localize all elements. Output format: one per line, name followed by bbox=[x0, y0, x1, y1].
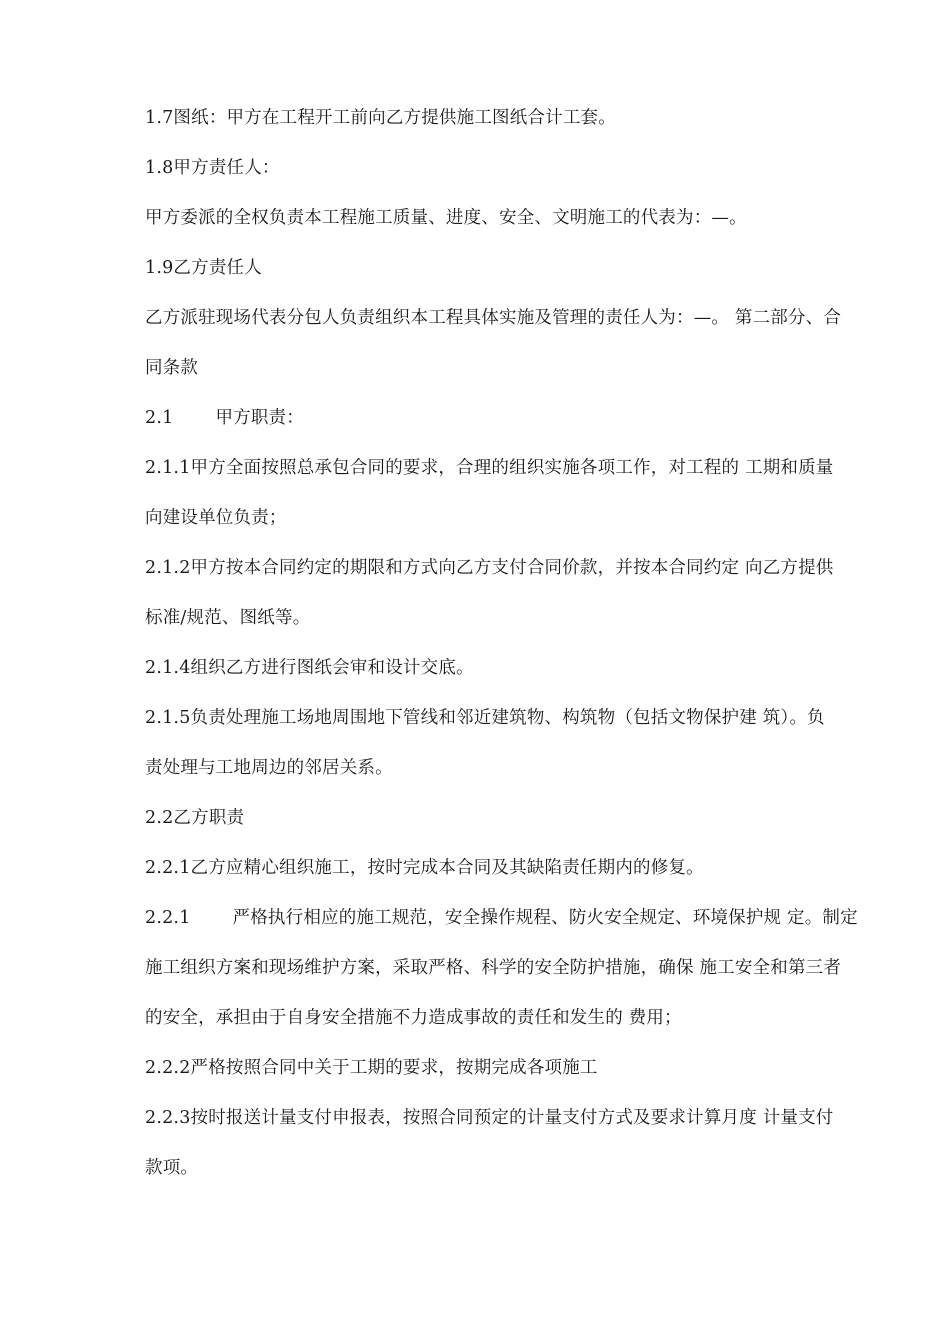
clause-2-1-1-line-2: 向建设单位负责； bbox=[145, 508, 287, 528]
clause-2-2-1-b bbox=[145, 893, 905, 1043]
clause-2-1-4-line-1: 2.1.4组织乙方进行图纸会审和设计交底。 bbox=[145, 658, 474, 678]
clause-2-1-2 bbox=[145, 543, 905, 643]
clause-2-2-line-1: 2.2乙方职责 bbox=[145, 808, 245, 828]
clause-2-2-1-b-line-1: 严格执行相应的施工规范，安全操作规程、防火安全规定、环境保护规 定。制定 bbox=[232, 908, 858, 928]
clause-2-2-3-line-2: 款项。 bbox=[145, 1158, 199, 1178]
clause-2-2-1-b-line-3: 的安全，承担由于自身安全措施不力造成事故的责任和发生的 费用； bbox=[145, 1008, 682, 1028]
clause-2-1-1-line-1: 2.1.1甲方全面按照总承包合同的要求，合理的组织实施各项工作，对工程的 工期和质量 bbox=[145, 458, 834, 478]
party-b-representative-line-1: 乙方派驻现场代表分包人负责组织本工程具体实施及管理的责任人为：—。 第二部分、合 bbox=[145, 308, 842, 328]
party-a-representative-line-1: 甲方委派的全权负责本工程施工质量、进度、安全、文明施工的代表为：—。 bbox=[145, 208, 747, 228]
party-b-representative-line-2: 同条款 bbox=[145, 358, 199, 378]
clause-1-7-line-1: 1.7图纸：甲方在工程开工前向乙方提供施工图纸合计工套。 bbox=[145, 108, 616, 128]
clause-1-9-heading bbox=[145, 243, 905, 293]
clause-2-1-4 bbox=[145, 643, 905, 693]
clause-2-1-5-line-1: 2.1.5负责处理施工场地周围地下管线和邻近建筑物、构筑物（包括文物保护建 筑）。负 bbox=[145, 708, 825, 728]
clause-2-2-1-b-number: 2.2.1 bbox=[145, 908, 191, 928]
clause-2-1-1 bbox=[145, 443, 905, 543]
party-a-representative bbox=[145, 193, 905, 243]
clause-2-1-2-line-2: 标准/规范、图纸等。 bbox=[145, 608, 311, 628]
clause-2-2-3 bbox=[145, 1093, 905, 1193]
clause-2-2-1-a-line-1: 2.2.1乙方应精心组织施工，按时完成本合同及其缺陷责任期内的修复。 bbox=[145, 858, 704, 878]
clause-2-2-3-line-1: 2.2.3按时报送计量支付申报表，按照合同预定的计量支付方式及要求计算月度 计量支付 bbox=[145, 1108, 834, 1128]
clause-2-1-5-line-2: 责处理与工地周边的邻居关系。 bbox=[145, 758, 393, 778]
clause-1-9-line-1: 1.9乙方责任人 bbox=[145, 258, 262, 278]
clause-2-1-2-line-1: 2.1.2甲方按本合同约定的期限和方式向乙方支付合同价款，并按本合同约定 向乙方提供 bbox=[145, 558, 834, 578]
clause-1-7 bbox=[145, 93, 905, 143]
clause-2-1-heading bbox=[145, 393, 905, 443]
clause-2-1-title: 甲方职责： bbox=[215, 408, 304, 428]
clause-2-2-1-b-line-2: 施工组织方案和现场维护方案，采取严格、科学的安全防护措施，确保 施工安全和第三者 bbox=[145, 958, 842, 978]
clause-2-2-2 bbox=[145, 1043, 905, 1093]
party-b-representative bbox=[145, 293, 905, 393]
clause-1-8-heading bbox=[145, 143, 905, 193]
clause-2-2-2-line-1: 2.2.2严格按照合同中关于工期的要求，按期完成各项施工 bbox=[145, 1058, 598, 1078]
clause-2-1-number: 2.1 bbox=[145, 408, 174, 428]
clause-2-2-1-a bbox=[145, 843, 905, 893]
clause-2-1-5 bbox=[145, 693, 905, 793]
clause-2-2-heading bbox=[145, 793, 905, 843]
clause-1-8-line-1: 1.8甲方责任人： bbox=[145, 158, 280, 178]
